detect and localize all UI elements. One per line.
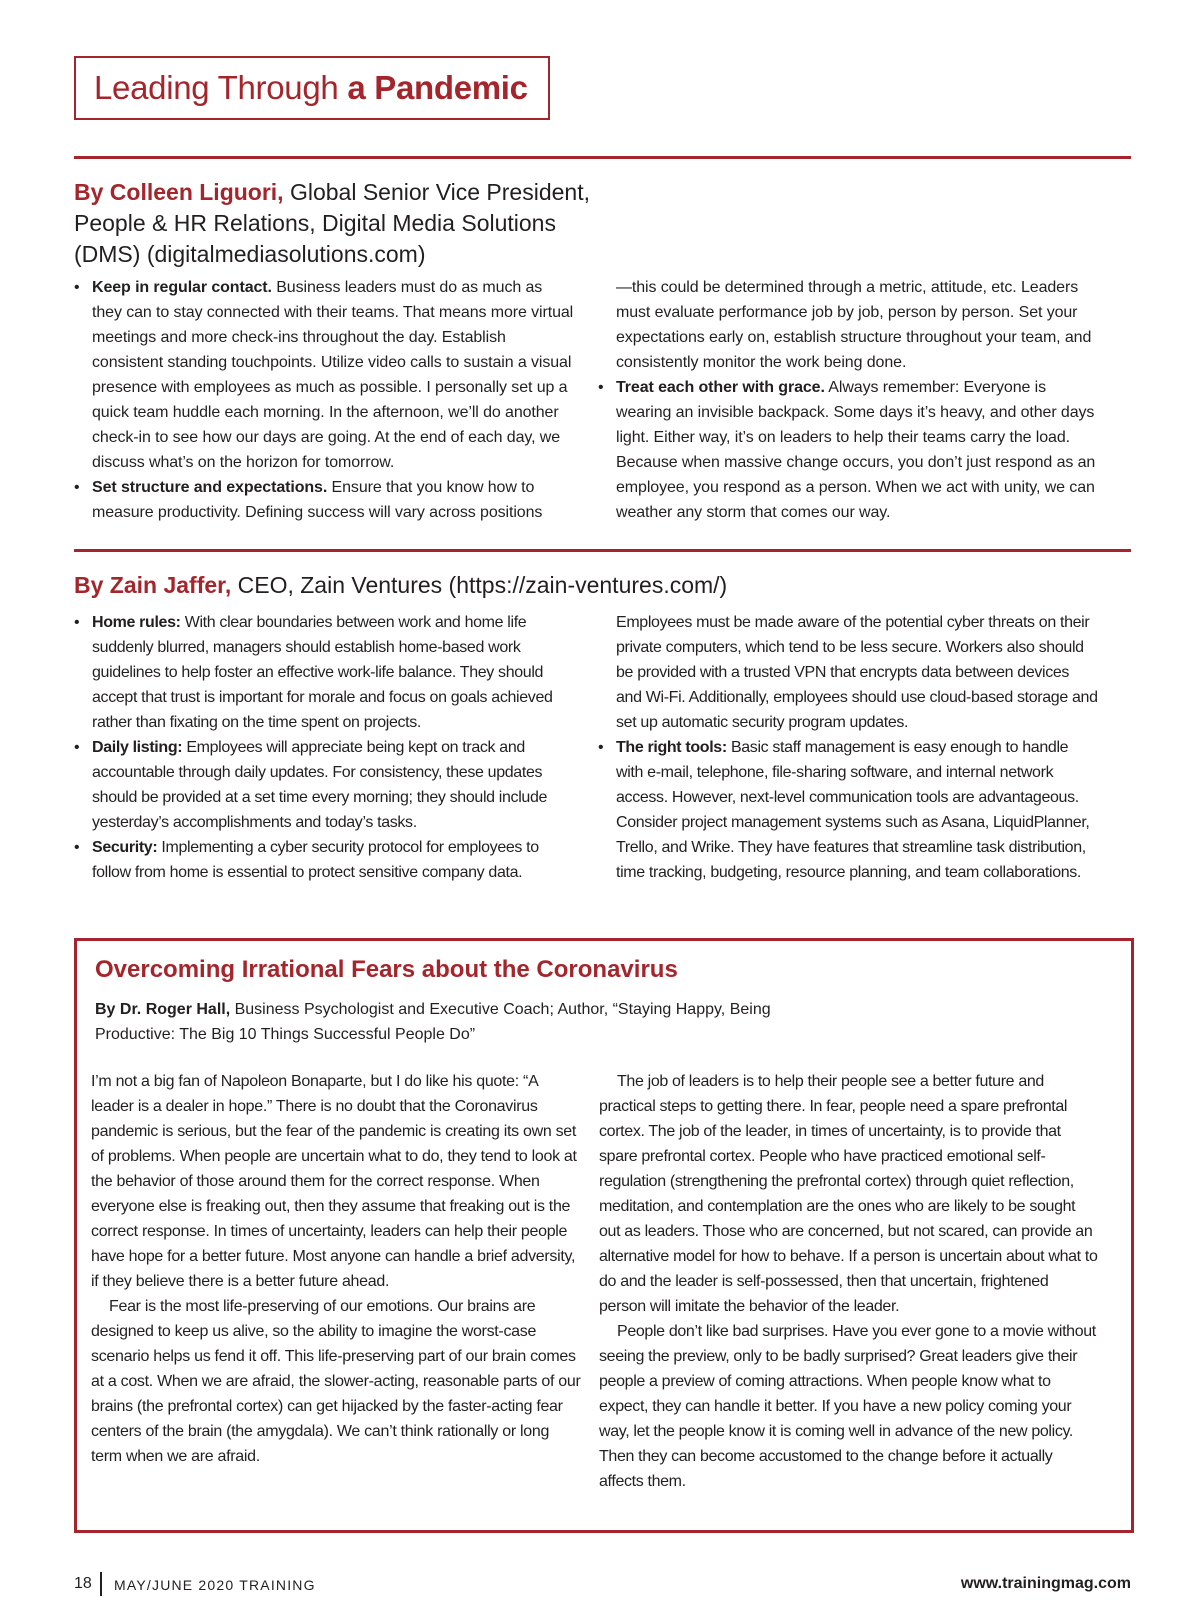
sidebar-right-column [599, 1069, 1099, 1494]
issue-label: MAY/JUNE 2020 TRAINING [114, 1577, 316, 1593]
byline-jaffer: By Zain Jaffer, CEO, Zain Ventures (https://zain-ventures.com/) [74, 572, 728, 598]
sidebar-box [74, 938, 1134, 1533]
page-number: 18 [74, 1575, 92, 1592]
list-item: • Set structure and expectations. Ensure that you know how to measure productivity. Defining success will vary across positions [74, 479, 543, 521]
footer-divider [100, 1572, 102, 1596]
article1-right-column [598, 275, 1098, 525]
continued-text: Employees must be made aware of the potential cyber threats on their private computers, which tend to be less secure. Workers also should be provided with a trusted VPN that encrypts data between devices and Wi-Fi. Additionally, employees should use cloud-based storage and set up automatic security program updates. [616, 614, 1098, 731]
continued-text: —this could be determined through a metric, attitude, etc. Leaders must evaluate performance job by job, person by person. Set your expectations early on, establish structure throughout your team, and consistently monitor the work being done. [616, 279, 1092, 371]
paragraph: Fear is the most life-preserving of our emotions. Our brains are designed to keep us alive, so the ability to imagine the worst-case scenario helps us fend it off. This life-preserving part of our brain comes at a cost. When we are afraid, the slower-acting, reasonable parts of our brains (the prefrontal cortex) can get hijacked by the faster-acting fear centers of the brain (the amygdala). We can’t think rationally or long term when we are afraid. [91, 1298, 581, 1465]
list-item: • Treat each other with grace. Always remember: Everyone is wearing an invisible backpack. Some days it’s heavy, and other days light. Either way, it’s on leaders to help their teams carry the load. Because when massive change occurs, you don’t just respond as an employee, you respond as a person. When we act with unity, we can weather any storm that comes our way. [598, 379, 1096, 521]
divider-rule [74, 156, 1131, 159]
article2-right-column [598, 610, 1098, 885]
article1-left-column [74, 275, 574, 525]
list-item: • Home rules: With clear boundaries between work and home life suddenly blurred, managers should establish home-based work guidelines to help foster an effective work-life balance. They should accept that trust is important for morale and focus on goals achieved rather than fixating on the time spent on projects. [74, 614, 553, 731]
divider-rule [74, 549, 1131, 552]
paragraph: The job of leaders is to help their people see a better future and practical steps to getting there. In fear, people need a spare prefrontal cortex. The job of the leader, in times of uncertainty, is to provide that spare prefrontal cortex. People who have practiced emotional self-regulation (strengthening the prefrontal cortex) through quiet reflection, meditation, and contemplation are the ones who are likely to be sought out as leaders. Those who are concerned, but not scared, can provide an alternative model for how to behave. If a person is uncertain about what to do and the leader is self-possessed, then that uncertain, frightened person will imitate the behavior of the leader. [599, 1073, 1098, 1315]
list-item: • The right tools: Basic staff management is easy enough to handle with e-mail, telephone, file-sharing software, and internal network access. However, next-level communication tools are advantageous. Consider project management systems such as Asana, LiquidPlanner, Trello, and Wrike. They have features that streamline task distribution, time tracking, budgeting, resource planning, and team collaborations. [598, 739, 1090, 881]
article2-left-column [74, 610, 574, 885]
list-item: • Keep in regular contact. Business leaders must do as much as they can to stay connected with their teams. That means more virtual meetings and more check-ins throughout the day. Establish consistent standing touchpoints. Utilize video calls to sustain a visual presence with employees as much as possible. I personally set up a quick team huddle each morning. In the afternoon, we’ll do another check-in to see how our days are going. At the end of each day, we discuss what’s on the horizon for tomorrow. [74, 279, 574, 471]
section-banner [74, 56, 550, 120]
website-link[interactable]: www.trainingmag.com [960, 1575, 1131, 1592]
paragraph: I’m not a big fan of Napoleon Bonaparte, but I do like his quote: “A leader is a dealer in hope.” There is no doubt that the Coronavirus pandemic is serious, but the fear of the pandemic is creating its own set of problems. When people are uncertain what to do, they tend to look at the behavior of those around them for the correct response. When everyone else is freaking out, then they assume that freaking out is the correct response. In times of uncertainty, leaders can help their people have hope for a better future. Most anyone can handle a brief adversity, if they believe there is a better future ahead. [91, 1073, 577, 1290]
list-item: • Daily listing: Employees will appreciate being kept on track and accountable through daily updates. For consistency, these updates should be provided at a set time every morning; they should include yesterday’s accomplishments and today’s tasks. [74, 739, 548, 831]
sidebar-title: Overcoming Irrational Fears about the Coronavirus [95, 956, 678, 983]
sidebar-left-column [91, 1069, 581, 1469]
list-item: • Security: Implementing a cyber security protocol for employees to follow from home is essential to protect sensitive company data. [74, 839, 539, 881]
sidebar-byline: By Dr. Roger Hall, Business Psychologist and Executive Coach; Author, “Staying Happy, Being Productive: The Big 10 Things Successful People Do” [95, 1001, 771, 1043]
page-title: Leading Through a Pandemic [94, 69, 528, 106]
paragraph: People don’t like bad surprises. Have you ever gone to a movie without seeing the preview, only to be badly surprised? Great leaders give their people a preview of coming attractions. When people know what to expect, they can handle it better. If you have a new policy coming your way, let the people know it is coming well in advance of the new policy. Then they can become accustomed to the change before it actually affects them. [599, 1323, 1096, 1490]
byline-liguori: By Colleen Liguori, Global Senior Vice President, People & HR Relations, Digital Media Solutions (DMS) (digitalmediasolutions.com) [74, 179, 590, 267]
page-footer [74, 1572, 1131, 1598]
